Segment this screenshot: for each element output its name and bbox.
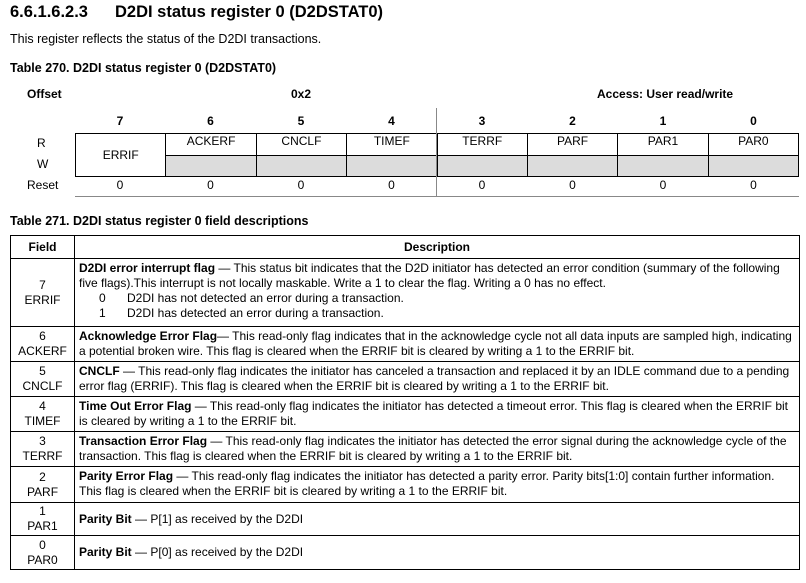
reset-value: 0: [207, 178, 214, 192]
field-row: [11, 467, 800, 503]
enum-key: 0: [99, 291, 106, 305]
field-description: [75, 432, 800, 467]
write-cell-3: [437, 155, 527, 177]
field-bit: 5: [39, 364, 46, 378]
bit-cell-ackerf: ACKERF: [166, 134, 256, 156]
access-label: Access: User read/write: [597, 87, 734, 101]
field-title: Parity Error Flag: [79, 469, 174, 483]
reset-value: 0: [297, 178, 305, 192]
field-name: ERRIF: [24, 292, 61, 307]
field-bit: 4: [39, 399, 46, 413]
write-cell-2: [527, 155, 617, 177]
field-name: TIMEF: [24, 414, 61, 428]
field-name: CNCLF: [22, 379, 63, 393]
write-cell-1: [618, 155, 708, 177]
row-label-w: W: [37, 157, 49, 171]
field-cell: [11, 362, 75, 397]
enum-meaning: D2DI has not detected an error during a transaction.: [127, 291, 404, 305]
field-title: D2DI error interrupt flag: [79, 261, 216, 275]
field-row: [11, 536, 800, 570]
field-cell: [11, 397, 75, 432]
reset-value: 0: [659, 178, 667, 192]
bit-cell-par1: PAR1: [618, 134, 708, 156]
field-title: CNCLF: [79, 364, 120, 378]
field-title: Transaction Error Flag: [79, 434, 208, 448]
field-description: [75, 467, 800, 503]
field-bit: 2: [39, 469, 46, 484]
bit-number: 0: [750, 114, 757, 128]
write-cell-4: [347, 155, 437, 177]
col-header-description: Description: [75, 236, 800, 259]
register-bottom-rule: [75, 196, 799, 197]
field-description: [75, 503, 800, 536]
field-text: — P[0] as received by the D2DI: [131, 545, 304, 559]
field-row: [11, 397, 800, 432]
field-name: PAR1: [27, 519, 58, 533]
row-label-reset: Reset: [27, 178, 59, 192]
field-row: [11, 362, 800, 397]
intro-text: This register reflects the status of the D2DI transactions.: [10, 32, 322, 46]
field-text: — This read-only flag indicates the initiator has detected a timeout error. This flag is cleared when the ERRIF bit is cleared by writing a 1 to the ERRIF bit.: [79, 399, 788, 428]
bit-number: 2: [569, 114, 576, 128]
reset-value: 0: [569, 178, 576, 192]
field-title: Parity Bit: [79, 545, 132, 559]
enum-value: [79, 291, 795, 306]
section-title: D2DI status register 0 (D2DSTAT0): [115, 3, 384, 21]
field-bit: 6: [39, 329, 46, 343]
reset-value: 0: [388, 178, 395, 192]
bit-number: 5: [297, 114, 305, 128]
field-cell: [11, 432, 75, 467]
write-cell-6: [166, 155, 256, 177]
bit-cell-parf: PARF: [527, 134, 617, 156]
field-row: [11, 259, 800, 327]
field-bit: 3: [39, 434, 46, 448]
write-cell-5: [256, 155, 346, 177]
field-cell: [11, 536, 75, 570]
bit-number: 3: [478, 114, 486, 128]
offset-value: 0x2: [291, 87, 312, 101]
row-label-r: R: [37, 136, 46, 150]
bit-cell-timef: TIMEF: [347, 134, 437, 156]
field-description: [75, 259, 800, 327]
bit-number: 6: [207, 114, 214, 128]
field-description: [75, 327, 800, 362]
field-text: — This read-only flag indicates the initiator has canceled a transaction and replaced it by an IDLE command due to a pending error flag (ERRIF). This flag is cleared when the ERRIF bit is cleared by writing a 1 to the ERRIF bit.: [79, 364, 790, 393]
bit-cell-errif: ERRIF: [76, 134, 166, 177]
field-name: PAR0: [27, 552, 58, 567]
field-bit: 1: [39, 504, 46, 518]
col-header-field: Field: [11, 236, 75, 259]
field-text: — This read-only flag indicates the initiator has detected a parity error. Parity bits[1:0] contain further information. This flag is cleared when the ERRIF bit is cleared by writing a 1 to the ERRIF bit.: [79, 469, 775, 498]
field-row: [11, 503, 800, 536]
field-title: Acknowledge Error Flag: [79, 329, 218, 343]
field-cell: [11, 467, 75, 503]
field-title: Parity Bit: [79, 511, 132, 526]
field-cell: [11, 259, 75, 327]
field-description: [75, 536, 800, 570]
register-table-caption: Table 270. D2DI status register 0 (D2DSTAT0): [10, 61, 277, 75]
field-name: PARF: [26, 484, 59, 499]
field-cell: [11, 327, 75, 362]
field-description: [75, 397, 800, 432]
bit-cell-cnclf: CNCLF: [256, 134, 346, 156]
field-description-table: [10, 235, 800, 570]
bit-number: 4: [388, 114, 395, 128]
section-number: 6.6.1.6.2.3: [10, 3, 88, 21]
field-cell: [11, 503, 75, 536]
field-table-caption: Table 271. D2DI status register 0 field descriptions: [10, 214, 309, 228]
field-text: — This status bit indicates that the D2D initiator has detected an error condition (summary of the following five flags).This interrupt is not locally maskable. Write a 1 to clear the flag. Writing a 0 has no effect.: [79, 261, 780, 290]
reset-value: 0: [116, 178, 124, 192]
enum-meaning: D2DI has detected an error during a transaction.: [127, 306, 384, 320]
offset-label: Offset: [27, 87, 62, 101]
reset-value: 0: [750, 178, 757, 192]
field-title: Time Out Error Flag: [79, 399, 192, 413]
enum-key: 1: [99, 306, 106, 320]
reset-value: 0: [478, 178, 486, 192]
bit-number: 1: [659, 114, 667, 128]
enum-value: [79, 306, 795, 321]
field-row: [11, 327, 800, 362]
write-cell-0: [708, 155, 798, 177]
section-heading: [10, 3, 383, 22]
bit-cell-par0: PAR0: [708, 134, 798, 156]
field-row: [11, 432, 800, 467]
bit-number: 7: [116, 114, 124, 128]
field-name: TERRF: [22, 449, 63, 463]
field-bit: 0: [39, 537, 46, 552]
field-bit: 7: [39, 277, 46, 292]
field-name: ACKERF: [18, 344, 67, 358]
register-bit-table: [75, 133, 799, 177]
field-text: — P[1] as received by the D2DI: [131, 511, 304, 526]
field-text: — This read-only flag indicates the initiator has detected the error signal during the acknowledge cycle of the transaction. This flag is cleared when the ERRIF bit is cleared by writing a 1 to the ERRIF bit.: [79, 434, 787, 463]
bit-cell-terrf: TERRF: [437, 134, 527, 156]
field-text: — This read-only flag indicates that in the acknowledge cycle not all data inputs are sampled high, indicating a potential broken wire. This flag is cleared when the ERRIF bit is cleared by writing a 1 to the ERRIF bit.: [79, 329, 792, 358]
field-description: [75, 362, 800, 397]
